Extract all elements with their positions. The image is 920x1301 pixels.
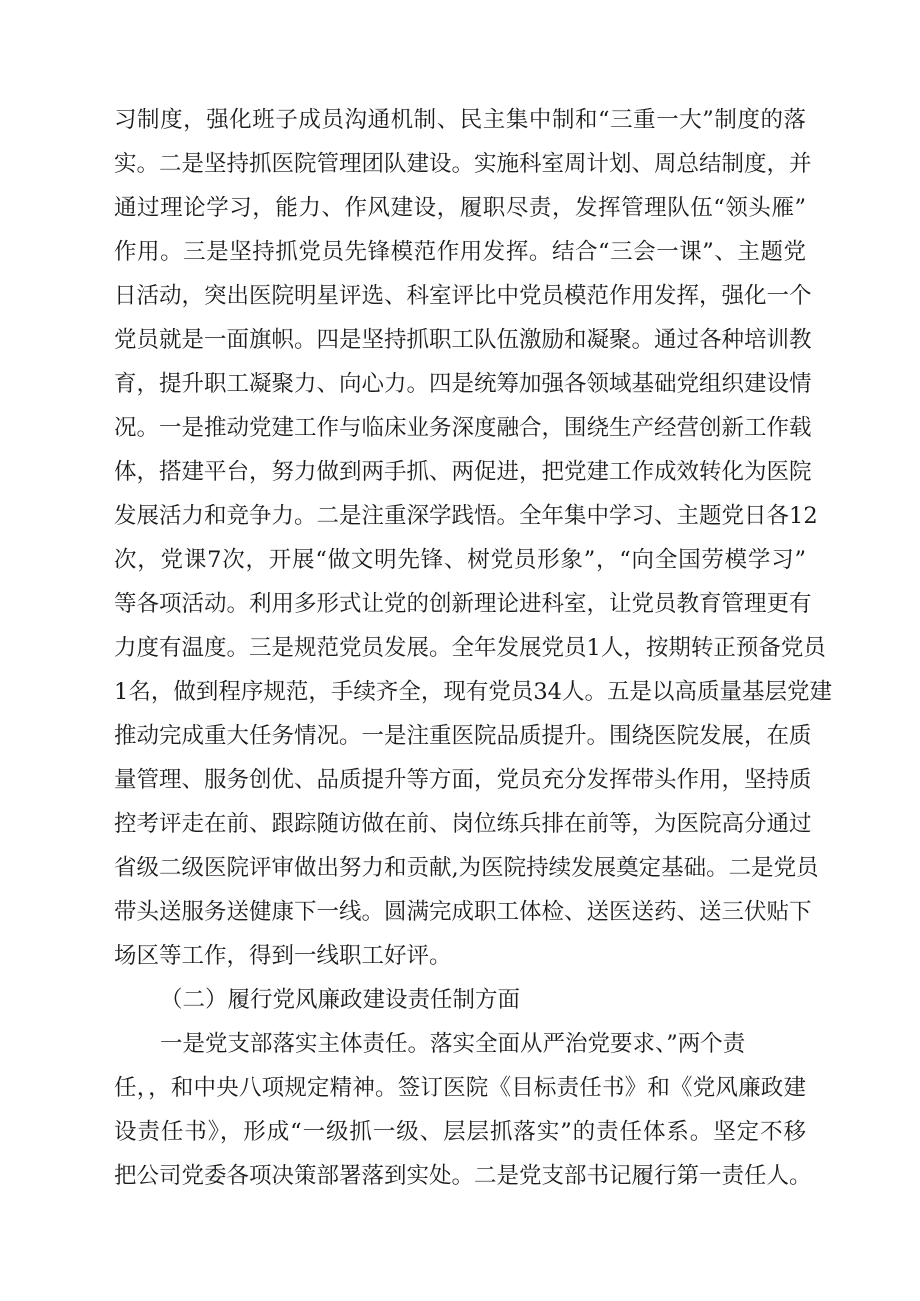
text-line: 任，，和中央八项规定精神。签订医院《目标责任书》和《党风廉政建	[114, 1075, 806, 1101]
text-line: 带头送服务送健康下一线。圆满完成职工体检、送医送药、送三伏贴下	[114, 899, 812, 925]
text-line: 场区等工作，得到一线职工好评。	[114, 943, 452, 969]
text-line: 体，搭建平台，努力做到两手抓、两促进，把党建工作成效转化为医院	[114, 459, 812, 485]
text-line: 育，提升职工凝聚力、向心力。四是统筹加强各领域基础党组织建设情	[114, 371, 812, 397]
text-line: 省级二级医院评审做出努力和贡献,为医院持续发展奠定基础。二是党员	[114, 855, 819, 881]
text-line: 1名，做到程序规范，手续齐全，现有党员34人。五是以高质量基层党建	[114, 679, 832, 705]
text-line: 习制度，强化班子成员沟通机制、民主集中制和“三重一大”制度的落	[114, 107, 806, 133]
text-line: 量管理、服务创优、品质提升等方面，党员充分发挥带头作用，坚持质	[114, 767, 812, 793]
text-line: 日活动，突出医院明星评选、科室评比中党员模范作用发挥，强化一个	[114, 283, 812, 309]
section-heading: （二）履行党风廉政建设责任制方面	[160, 987, 521, 1013]
text-line: 力度有温度。三是规范党员发展。全年发展党员1人，按期转正预备党员	[114, 635, 826, 661]
text-line: 设责任书》，形成“一级抓一级、层层抓落实”的责任体系。坚定不移	[114, 1119, 806, 1145]
text-line: 党员就是一面旗帜。四是坚持抓职工队伍激励和凝聚。通过各种培训教	[114, 327, 812, 353]
text-line: 况。一是推动党建工作与临床业务深度融合，围绕生产经营创新工作载	[114, 415, 812, 441]
text-line: 实。二是坚持抓医院管理团队建设。实施科室周计划、周总结制度，并	[114, 151, 812, 177]
text-line: 作用。三是坚持抓党员先锋模范作用发挥。结合“三会一课”、主题党	[114, 239, 806, 265]
text-line: 发展活力和竞争力。二是注重深学践悟。全年集中学习、主题党日各12	[114, 503, 818, 529]
text-line: 控考评走在前、跟踪随访做在前、岗位练兵排在前等，为医院高分通过	[114, 811, 812, 837]
text-line: 把公司党委各项决策部署落到实处。二是党支部书记履行第一责任人。	[114, 1163, 812, 1189]
text-line: 次，党课7次，开展“做文明先锋、树党员形象”，“向全国劳模学习”	[114, 547, 806, 573]
text-line: 一是党支部落实主体责任。落实全面从严治党要求、”两个责	[160, 1031, 746, 1057]
text-line: 推动完成重大任务情况。一是注重医院品质提升。围绕医院发展，在质	[114, 723, 812, 749]
text-line: 等各项活动。利用多形式让党的创新理论进科室，让党员教育管理更有	[114, 591, 812, 617]
text-line: 通过理论学习，能力、作风建设，履职尽责，发挥管理队伍“领头雁”	[114, 195, 806, 221]
